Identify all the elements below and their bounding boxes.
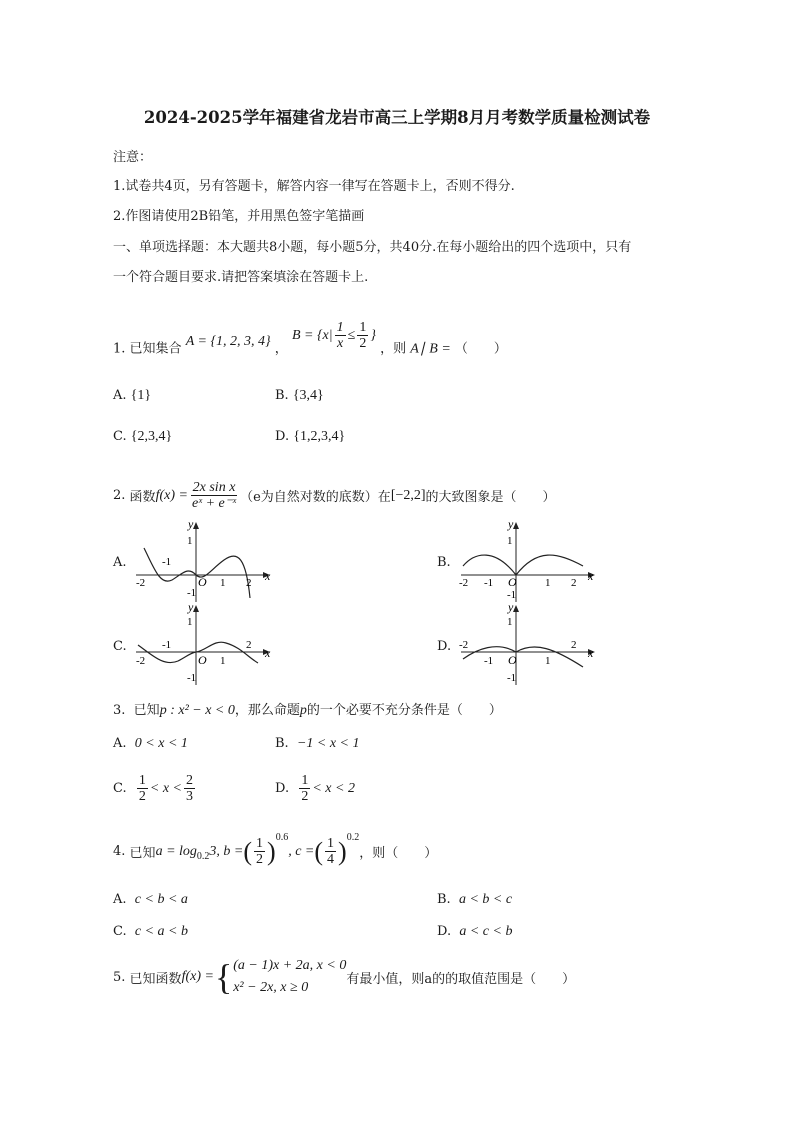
answer-paren: （ ） xyxy=(454,341,507,357)
curve xyxy=(463,647,583,667)
tick-label: 1 xyxy=(220,655,226,667)
tick-label: -1 xyxy=(162,556,172,568)
curve xyxy=(463,555,583,575)
fraction-numerator: 1 xyxy=(327,836,335,851)
fraction-denominator: 4 xyxy=(327,852,335,867)
fraction-denominator: 2 xyxy=(359,336,367,351)
page-title: 2024-2025学年福建省龙岩市高三上学期8月月考数学质量检测试卷 xyxy=(143,108,651,127)
fraction-numerator: 1 xyxy=(359,320,367,335)
q2-option-c[interactable]: C. xyxy=(113,639,127,654)
case-2: x² − 2x, x ≥ 0 xyxy=(233,980,309,995)
y-arrow-icon xyxy=(513,605,519,612)
fraction-denominator: 2 xyxy=(138,789,146,804)
y-label: y xyxy=(188,518,194,531)
proposition-p: p xyxy=(299,703,307,718)
tick-label: -1 xyxy=(484,655,494,667)
option-text: < x < 2 xyxy=(312,780,355,796)
function-name: f(x) = xyxy=(155,487,188,503)
tick-label: -1 xyxy=(507,672,517,684)
option-text: c < b < a xyxy=(134,892,188,907)
exponent: 0.2 xyxy=(346,832,360,843)
question-number: 1. xyxy=(113,341,126,357)
fraction-numerator: 2x sin x xyxy=(192,480,236,495)
expression-c: , c = xyxy=(288,843,315,859)
question-tail: ，那么命题 xyxy=(234,703,300,718)
origin-label: O xyxy=(508,575,517,589)
question-tail: 有最小值，则a的的取值范围是（ ） xyxy=(346,971,576,987)
section-instructions-line1: 一、单项选择题：本大题共8小题，每小题5分，共40分.在每小题给出的四个选项中，只有 xyxy=(113,240,632,255)
q1-option-b[interactable] xyxy=(275,388,324,404)
option-label: A. xyxy=(113,736,127,751)
question-lead: 已知函数 xyxy=(129,971,182,987)
question-number: 4. xyxy=(113,844,126,859)
case-1: (a − 1)x + 2a, x < 0 xyxy=(233,958,347,973)
q3-option-c[interactable] xyxy=(113,773,197,804)
comma: ， xyxy=(274,341,288,357)
question-number: 5. xyxy=(113,969,126,985)
expression-a: a = log xyxy=(155,843,197,859)
option-text: 0 < x < 1 xyxy=(134,736,188,751)
interval: [−2,2] xyxy=(390,487,426,503)
fraction-denominator: 2 xyxy=(256,852,264,867)
fraction-denominator: x xyxy=(337,336,344,351)
fraction-numerator: 1 xyxy=(301,773,309,788)
leq-symbol: ≤ xyxy=(347,327,356,343)
option-label: A. xyxy=(113,388,127,403)
question-2 xyxy=(113,480,556,511)
option-text: a < b < c xyxy=(458,892,513,907)
question-1 xyxy=(113,320,507,365)
note-item-1: 1.试卷共4页，另有答题卡，解答内容一律写在答题卡上，否则不得分. xyxy=(113,179,515,194)
fraction-numerator: 1 xyxy=(336,320,344,335)
tick-label: -2 xyxy=(136,655,146,667)
origin-label: O xyxy=(198,653,207,667)
piecewise-cases xyxy=(233,955,346,999)
fraction-denominator: 2 xyxy=(301,789,309,804)
question-number: 2. xyxy=(113,488,126,503)
tick-label: 2 xyxy=(246,577,252,589)
q4-option-c[interactable] xyxy=(113,924,188,940)
tick-label: 1 xyxy=(220,577,226,589)
graph-option-b[interactable] xyxy=(455,518,600,604)
option-text: {1} xyxy=(130,388,152,403)
question-3 xyxy=(113,699,502,719)
option-label: D. xyxy=(275,429,290,444)
option-label: C. xyxy=(113,924,127,939)
option-text: < x < xyxy=(149,780,182,796)
tick-label: -1 xyxy=(187,672,197,684)
option-label: B. xyxy=(275,388,289,403)
set-b-prefix: B = {x| xyxy=(291,327,333,343)
option-text: {1,2,3,4} xyxy=(293,429,346,444)
brace: { xyxy=(214,957,233,997)
option-text: {2,3,4} xyxy=(130,429,173,444)
q3-option-b[interactable] xyxy=(275,736,360,752)
q1-option-a[interactable] xyxy=(113,388,151,404)
q3-option-a[interactable] xyxy=(113,736,188,752)
option-label: B. xyxy=(437,892,451,907)
origin-label: O xyxy=(508,653,517,667)
tick-label: -1 xyxy=(162,639,172,651)
option-text: −1 < x < 1 xyxy=(296,736,360,751)
y-label: y xyxy=(508,518,514,531)
tick-label: 1 xyxy=(507,616,513,628)
x-label: x xyxy=(588,646,594,660)
option-label: D. xyxy=(275,781,290,796)
graph-option-c[interactable] xyxy=(130,601,275,687)
set-a: A = {1, 2, 3, 4} xyxy=(185,333,271,349)
y-arrow-icon xyxy=(193,605,199,612)
q1-option-c[interactable] xyxy=(113,429,172,445)
question-5 xyxy=(113,955,575,999)
question-tail: 的一个必要不充分条件是（ ） xyxy=(306,703,502,718)
q2-option-b[interactable]: B. xyxy=(437,555,451,570)
question-lead: 函数 xyxy=(129,490,156,505)
q4-option-a[interactable] xyxy=(113,892,188,908)
origin-label: O xyxy=(198,575,207,589)
tick-label: -1 xyxy=(507,589,517,601)
fraction-denominator: eˣ + e⁻ˣ xyxy=(191,496,237,511)
graph-option-a[interactable] xyxy=(130,518,275,604)
tick-label: 1 xyxy=(507,535,513,547)
option-label: B. xyxy=(275,736,289,751)
note-item-2: 2.作图请使用2B铅笔，并用黑色签字笔描画 xyxy=(113,209,365,224)
question-tail: ，则（ ） xyxy=(359,846,438,861)
tick-label: 1 xyxy=(545,577,551,589)
log-base: 0.2 xyxy=(196,851,210,862)
section-instructions-line2: 一个符合题目要求.请把答案填涂在答题卡上. xyxy=(113,270,369,285)
graph-option-d[interactable] xyxy=(455,601,600,687)
tick-label: 2 xyxy=(246,639,252,651)
x-label: x xyxy=(265,646,271,660)
x-label: x xyxy=(265,569,271,583)
question-note: （e为自然对数的底数）在 xyxy=(240,490,391,505)
option-label: D. xyxy=(437,924,452,939)
question-tail: ，则 xyxy=(380,341,407,357)
function-name: f(x) = xyxy=(181,969,214,984)
option-label: A. xyxy=(113,892,127,907)
exponent: 0.6 xyxy=(275,832,289,843)
question-number: 3. xyxy=(113,703,126,718)
q4-option-d[interactable] xyxy=(437,924,512,940)
q2-option-a[interactable]: A. xyxy=(113,555,127,570)
q1-option-d[interactable] xyxy=(275,429,345,445)
question-lead: 已知 xyxy=(133,703,160,718)
option-label: C. xyxy=(113,781,127,796)
fraction-numerator: 1 xyxy=(138,773,146,788)
y-arrow-icon xyxy=(193,522,199,529)
tick-label: -1 xyxy=(484,577,494,589)
option-text: a < c < b xyxy=(459,924,513,939)
question-lead: 已知 xyxy=(129,846,156,861)
condition-expression: p : x² − x < 0 xyxy=(159,703,235,718)
tick-label: 1 xyxy=(187,616,193,628)
tick-label: -2 xyxy=(459,577,469,589)
set-b-suffix: } xyxy=(370,327,376,343)
tick-label: 1 xyxy=(187,535,193,547)
option-label: C. xyxy=(113,429,127,444)
set-b xyxy=(292,320,376,351)
tick-label: -1 xyxy=(187,587,197,599)
tick-label: -2 xyxy=(459,639,469,651)
tick-label: 2 xyxy=(571,639,577,651)
set-expression: A∣ B = xyxy=(410,341,451,357)
x-label: x xyxy=(588,569,594,583)
option-text: c < a < b xyxy=(134,924,188,939)
question-4: 4. 已知 a = log 0.2 3, b = ( $\frac{1}{2}$ ) 0.6 , c = ( $\frac{1}{4}$ ) 0.2 ，则（ ） xyxy=(113,832,438,867)
expression-a-rest: 3, b = xyxy=(209,843,244,859)
question-tail: 的大致图象是（ ） xyxy=(425,490,556,505)
tick-label: -2 xyxy=(136,577,146,589)
question-lead: 已知集合 xyxy=(129,341,182,357)
notes-heading: 注意： xyxy=(113,150,153,165)
y-arrow-icon xyxy=(513,522,519,529)
q4-option-b[interactable] xyxy=(437,892,512,908)
option-text: {3,4} xyxy=(292,388,324,403)
y-label: y xyxy=(188,601,194,614)
tick-label: 2 xyxy=(571,577,577,589)
fraction-denominator: 3 xyxy=(186,789,193,804)
y-label: y xyxy=(508,601,514,614)
curve xyxy=(144,548,250,598)
fraction-numerator: 2 xyxy=(186,773,193,788)
q3-option-d[interactable] xyxy=(275,773,355,804)
tick-label: 1 xyxy=(545,655,551,667)
fraction-numerator: 1 xyxy=(256,836,264,851)
q2-option-d[interactable]: D. xyxy=(437,639,452,654)
